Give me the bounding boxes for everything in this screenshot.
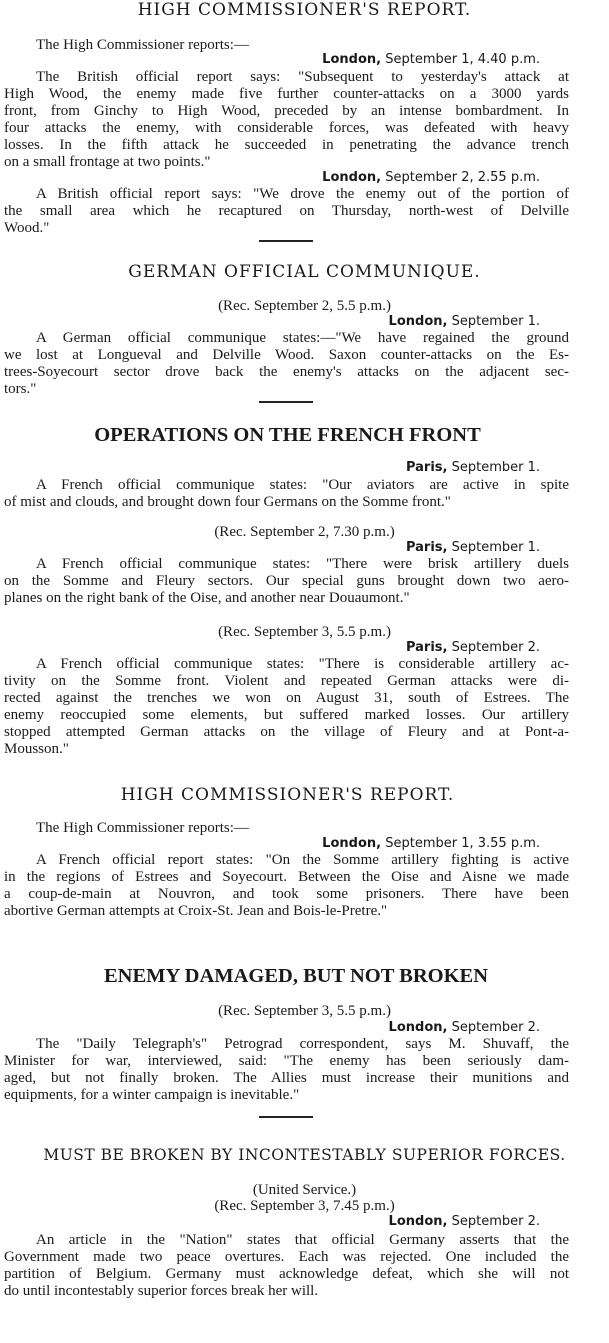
source-note: (United Service.) [252,1182,357,1198]
section-heading-german-communique: GERMAN OFFICIAL COMMUNIQUE. [128,262,481,282]
text-line: Government made two peace overtures. Each was rejected. One included the [4,1249,569,1265]
dateline-date: September 1. [451,314,540,329]
dateline-city: London, [322,836,382,851]
section-heading-high-commissioner: HIGH COMMISSIONER'S REPORT. [137,0,472,20]
text-line: The "Daily Telegraph's" Petrograd correspondent, says M. Shuvaff, the [36,1036,569,1052]
text-line: abortive German attempts at Croix-St. Jean and Bois-le-Pretre." [4,903,388,919]
dateline-date: September 2. [451,640,540,655]
received-note: (Rec. September 3, 5.5 p.m.) [218,624,391,640]
section-divider [259,401,313,403]
text-line: on the Somme and Fleury sectors. Our special guns brought down two aero- [4,573,569,589]
dateline-date: September 1. [451,540,540,555]
text-line: A French official communique states: "There is considerable artillery ac- [36,656,569,672]
text-line: equipments, for a winter campaign is inevitable." [4,1087,300,1103]
text-line: An article in the "Nation" states that official Germany asserts that the [36,1232,569,1248]
text-line: High Wood, the enemy made five further counter-attacks on a 3000 yards [4,86,569,102]
dateline [0,1020,540,1036]
text-line: rected against the trenches we won on August 31, south of Estrees. The [4,690,569,706]
text-line: stopped attempted German attacks on the village of Fleury and at Pont-a- [4,724,569,740]
text-line: do until incontestably superior forces break her will. [4,1283,319,1299]
received-note: (Rec. September 2, 7.30 p.m.) [214,524,395,540]
text-line: on a small frontage at two points." [4,154,211,170]
dateline [0,1214,540,1230]
dateline-city: London, [322,170,382,185]
dateline-date: September 2. [451,1214,540,1229]
text-line: A British official report says: "We drove the enemy out of the portion of [36,186,569,202]
section-divider [259,240,313,242]
section-divider [259,1116,313,1118]
text-line: Mousson." [4,741,69,757]
dateline-city: London, [322,52,382,67]
text-line: A French official communique states: "Our aviators are active in spite [36,477,569,493]
dateline [0,640,540,656]
text-line: partition of Belgium. Germany must acknowledge defeat, which she will not [4,1266,569,1282]
dateline [0,52,540,68]
text-line: in the regions of Estrees and Soyecourt. Between the Oise and Aisne we made [4,869,569,885]
dateline-city: London, [388,1214,448,1229]
section-heading-enemy-damaged: ENEMY DAMAGED, BUT NOT BROKEN [103,965,489,987]
section-heading-must-be-broken: MUST BE BROKEN BY INCONTESTABLY SUPERIOR FORCES. [43,1146,566,1164]
dateline-date: September 2. [451,1020,540,1035]
text-line: of mist and clouds, and brought down four Germans on the Somme front." [4,494,451,510]
dateline-date: September 2, 2.55 p.m. [385,170,540,185]
dateline-date: September 1, 4.40 p.m. [385,52,540,67]
dateline [0,460,540,476]
section-heading-french-front: OPERATIONS ON THE FRENCH FRONT [94,424,481,446]
dateline [0,540,540,556]
section-heading-high-commissioner-2: HIGH COMMISSIONER'S REPORT. [120,785,455,805]
text-line: A French official report states: "On the Somme artillery fighting is active [36,852,569,868]
text-line: we lost at Longueval and Delville Wood. Saxon counter-attacks on the Es- [4,347,569,363]
text-line: front, from Ginchy to High Wood, preceded by an intense bombardment. In [4,103,569,119]
dateline-city: Paris, [405,460,448,475]
dateline [0,836,540,852]
text-line: Wood." [4,220,50,236]
dateline-date: September 1. [451,460,540,475]
text-line: Minister for war, interviewed, said: "The enemy has been seriously dam- [4,1053,569,1069]
dateline-date: September 1, 3.55 p.m. [385,836,540,851]
received-note: (Rec. September 3, 7.45 p.m.) [214,1198,395,1214]
dateline [0,314,540,330]
text-line: trees-Soyecourt sector drove back the enemy's attacks on the adjacent sec- [4,364,569,380]
dateline-city: Paris, [405,540,448,555]
text-line: aged, but not finally broken. The Allies must increase their munitions and [4,1070,569,1086]
text-line: enemy reoccupied some elements, but suffered marked losses. Our artillery [4,707,569,723]
dateline-city: Paris, [405,640,448,655]
text-line: A German official communique states:—"We have regained the ground [36,330,569,346]
dateline-city: London, [388,1020,448,1035]
text-line: planes on the right bank of the Oise, and another near Douaumont." [4,590,410,606]
text-line: A French official communique states: "There were brisk artillery duels [36,556,569,572]
text-line: The British official report says: "Subsequent to yesterday's attack at [36,69,569,85]
text-line: tors." [4,381,37,397]
text-line: four attacks the enemy, with considerable forces, was defeated with heavy [4,120,569,136]
received-note: (Rec. September 2, 5.5 p.m.) [218,298,391,314]
text-line: tivity on the Somme front. Violent and repeated German attacks were di- [4,673,569,689]
text-line: a coup-de-main at Nouvron, and took some prisoners. There have been [4,886,569,902]
reports-intro: The High Commissioner reports:— [36,820,249,836]
received-note: (Rec. September 3, 5.5 p.m.) [218,1003,391,1019]
text-line: the small area which he recaptured on Thursday, north-west of Delville [4,203,569,219]
text-line: losses. In the fifth attack he succeeded in penetrating the advance trench [4,137,569,153]
dateline [0,170,540,186]
dateline-city: London, [388,314,448,329]
reports-intro: The High Commissioner reports:— [36,37,249,53]
